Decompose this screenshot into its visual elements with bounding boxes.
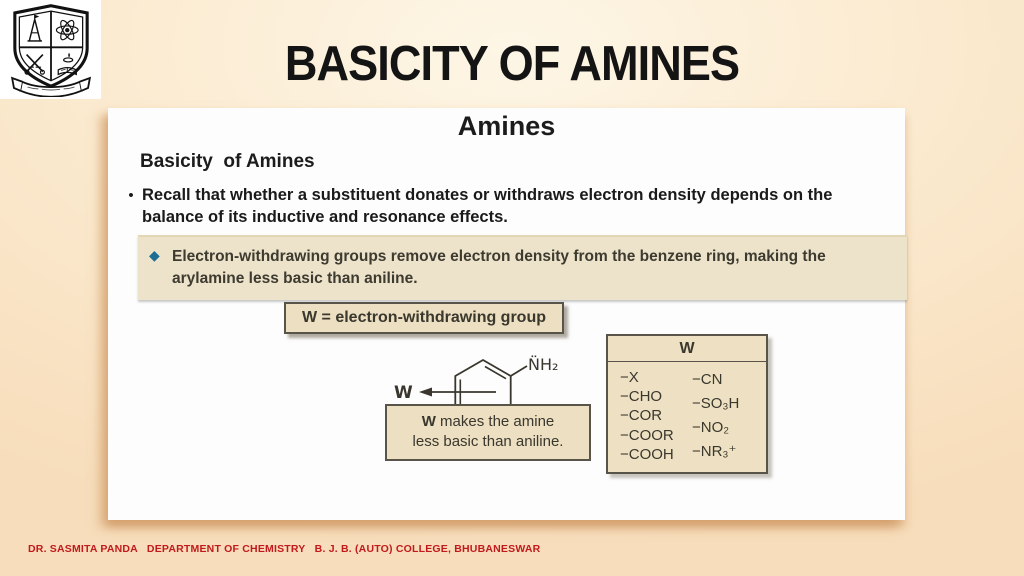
substituent-item: −CHO [620, 388, 663, 406]
substituent-item: −COR [620, 407, 663, 425]
substituent-table [606, 334, 768, 474]
substituent-item: −CN [692, 371, 723, 388]
w-definition-box: W = electron-withdrawing group [284, 302, 564, 334]
substituent-label: W [394, 383, 413, 403]
caption-bold: W [421, 413, 436, 430]
substituent-item: −NR₃⁺ [692, 443, 737, 460]
substituent-column-left [620, 368, 684, 464]
w-caption-box [385, 404, 591, 461]
content-panel [108, 108, 905, 520]
amine-group-label: N̈H₂ [528, 355, 559, 374]
caption-line2: less basic than aniline. [412, 433, 564, 451]
substituent-item: −COOR [620, 426, 674, 444]
substituent-table-body [608, 362, 766, 472]
callout-box [138, 235, 907, 300]
callout-text: Electron-withdrawing groups remove electron density from the benzene ring, making the arylamine less basic than aniline. [172, 248, 826, 287]
substituent-item: −COOH [620, 445, 674, 463]
diamond-bullet-icon: ◆ [149, 247, 160, 263]
bullet-item [120, 185, 895, 229]
substituent-column-right [692, 368, 756, 464]
substituent-item: −SO₃H [692, 395, 740, 412]
slide-title: BASICITY OF AMINES [284, 37, 740, 91]
caption-line1: makes the amine [435, 413, 555, 430]
substituent-table-header: W [608, 336, 766, 362]
panel-heading: Amines [457, 111, 556, 141]
bullet-marker: • [128, 187, 134, 204]
substituent-item: −NO₂ [692, 419, 730, 436]
substituent-item: −X [620, 369, 639, 386]
footer-credit: DR. SASMITA PANDA DEPARTMENT OF CHEMISTRY B. J. B. (AUTO) COLLEGE, BHUBANESWAR [28, 543, 541, 555]
panel-subheading: Basicity of Amines [140, 151, 315, 172]
bullet-text: Recall that whether a substituent donates or withdraws electron density depends on the balance of its inductive and resonance effects. [142, 186, 833, 226]
